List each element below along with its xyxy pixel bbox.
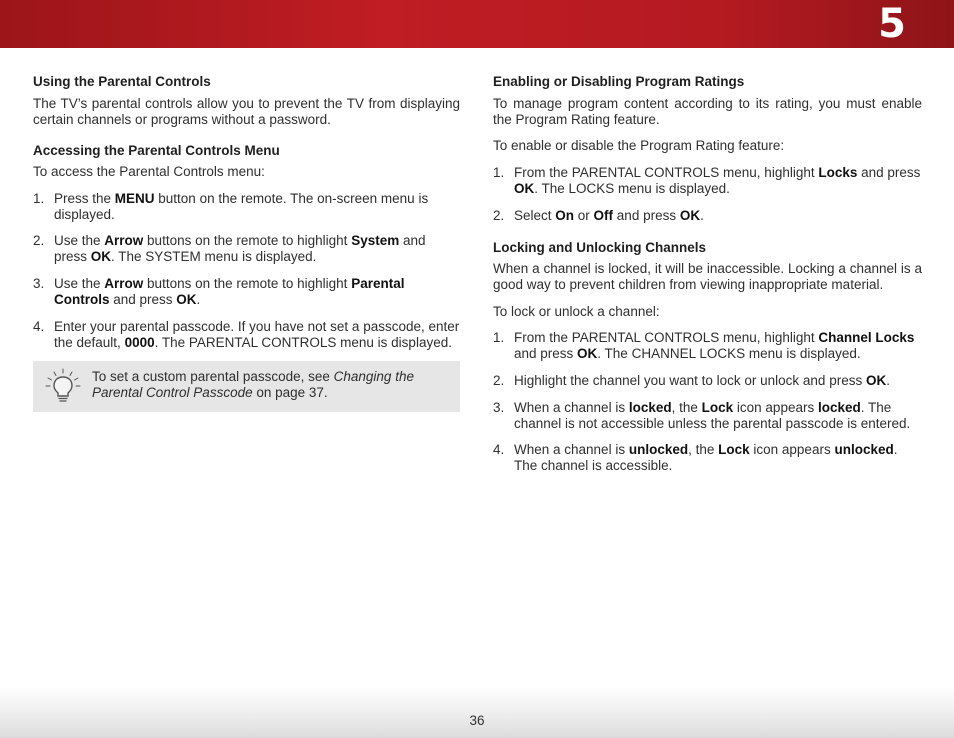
list-item: 3. Use the Arrow buttons on the remote to highlight Parental Controls and press OK.	[33, 276, 405, 307]
list-item: 1. From the PARENTAL CONTROLS menu, highlight Locks and press OK. The LOCKS menu is displayed.	[493, 165, 921, 196]
list-item: 3. When a channel is locked, the Lock icon appears locked. The channel is not accessible unless the parental passcode is entered.	[493, 400, 911, 431]
tip-text: To set a custom parental passcode, see Changing the Parental Control Passcode on page 37.	[92, 369, 414, 400]
left-column	[33, 74, 460, 412]
list-item: 1. From the PARENTAL CONTROLS menu, highlight Channel Locks and press OK. The CHANNEL LOCKS menu is displayed.	[493, 330, 915, 361]
tip-callout	[33, 361, 460, 412]
list-item: 2. Highlight the channel you want to lock or unlock and press OK.	[493, 373, 890, 388]
access-intro: To access the Parental Controls menu:	[33, 164, 265, 179]
cross-reference-link[interactable]: Changing the Parental Control Passcode	[92, 369, 414, 400]
list-item: 1. Press the MENU button on the remote. The on-screen menu is displayed.	[33, 191, 429, 222]
intro-paragraph: The TV’s parental controls allow you to prevent the TV from displaying certain channels or programs without a password.	[33, 96, 460, 127]
section-heading-channel-locks: Locking and Unlocking Channels	[493, 240, 707, 255]
list-item: 2. Select On or Off and press OK.	[493, 208, 704, 223]
page-number: 36	[469, 713, 485, 728]
section-heading-access-menu: Accessing the Parental Controls Menu	[33, 143, 280, 158]
ratings-intro: To manage program content according to its rating, you must enable the Program Rating feature.	[493, 96, 922, 127]
chapter-number: 5	[878, 1, 906, 47]
right-column	[493, 74, 922, 474]
footer-band	[0, 686, 954, 738]
locks-intro: When a channel is locked, it will be inaccessible. Locking a channel is a good way to prevent children from viewing inappropriate material.	[493, 261, 922, 292]
list-item: 4. Enter your parental passcode. If you have not set a passcode, enter the default, 0000. The PARENTAL CONTROLS menu is displayed.	[33, 319, 460, 350]
section-heading-program-ratings: Enabling or Disabling Program Ratings	[493, 74, 745, 89]
lightbulb-icon	[45, 368, 81, 404]
locks-instruction: To lock or unlock a channel:	[493, 304, 660, 319]
section-heading-parental-controls: Using the Parental Controls	[33, 74, 211, 89]
list-item: 4. When a channel is unlocked, the Lock icon appears unlocked. The channel is accessible.	[493, 442, 898, 473]
chapter-header-bar	[0, 0, 954, 48]
ratings-instruction: To enable or disable the Program Rating feature:	[493, 138, 785, 153]
list-item: 2. Use the Arrow buttons on the remote to highlight System and press OK. The SYSTEM menu is displayed.	[33, 233, 426, 264]
